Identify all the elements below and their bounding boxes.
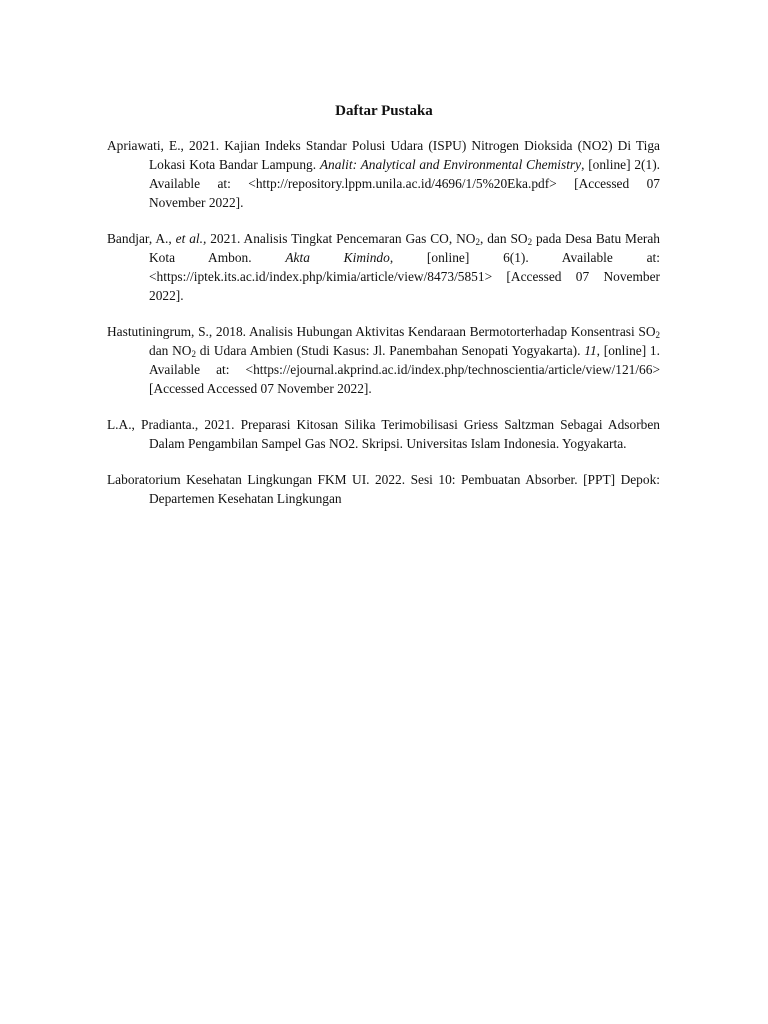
reference-title-part: pada Desa Batu Merah Kota Ambon. xyxy=(149,231,660,265)
reference-details: , [online] 2(1). Available at: <http://repository.lppm.unila.ac.id/4696/1/5%20Eka.pdf> [Accessed 07 November 2022]. xyxy=(149,157,661,210)
reference-title-part: di Udara Ambien (Studi Kasus: Jl. Panembahan Senopati Yogyakarta). xyxy=(195,343,581,358)
reference-item-apriawati xyxy=(107,136,660,212)
reference-journal: Analit: Analytical and Environmental Chemistry xyxy=(319,157,582,172)
reference-list xyxy=(107,136,660,525)
reference-volume: 11 xyxy=(584,343,597,358)
reference-et-al: et al., xyxy=(175,231,207,246)
reference-title-part: 2021. Analisis Tingkat Pencemaran Gas CO, NO xyxy=(206,231,476,246)
reference-text: Laboratorium Kesehatan Lingkungan FKM UI. 2022. Sesi 10: Pembuatan Absorber. [PPT] Depok: Departemen Kesehatan Lingkungan xyxy=(107,472,660,506)
reference-item-laboratorium xyxy=(107,470,660,508)
reference-journal: Akta Kimindo xyxy=(285,250,390,265)
page-title: Daftar Pustaka xyxy=(335,103,433,119)
subscript: 2 xyxy=(191,349,196,359)
reference-authors-title: Apriawati, E., 2021. Kajian Indeks Standar Polusi Udara (ISPU) Nitrogen Dioksida (NO2) Di Tiga Lokasi Kota Bandar Lampung. xyxy=(107,138,660,172)
reference-details: , [online] 6(1). Available at: <https://iptek.its.ac.id/index.php/kimia/article/view/8473/5851> [Accessed 07 November 2022]. xyxy=(149,250,660,303)
reference-author-lead: Bandjar, A., xyxy=(107,231,176,246)
reference-title-part: Hastutiningrum, S., 2018. Analisis Hubungan Aktivitas Kendaraan Bermotorterhadap Konsentrasi SO xyxy=(107,324,656,339)
subscript: 2 xyxy=(655,330,660,340)
reference-title-part: dan NO xyxy=(149,343,192,358)
reference-text: L.A., Pradianta., 2021. Preparasi Kitosan Silika Terimobilisasi Griess Saltzman Sebagai Adsorben Dalam Pengambilan Sampel Gas NO2. Skripsi. Universitas Islam Indonesia. Yogyakarta. xyxy=(107,417,660,451)
reference-details: , [online] 1. Available at: <https://ejournal.akprind.ac.id/index.php/technoscientia/article/view/121/66> [Accessed Accessed 07 November 2022]. xyxy=(149,343,660,396)
reference-item-bandjar xyxy=(107,229,660,305)
subscript: 2 xyxy=(475,237,480,247)
subscript: 2 xyxy=(527,237,533,247)
reference-item-hastutiningrum xyxy=(107,322,660,398)
reference-title-part: , dan SO xyxy=(479,231,528,246)
reference-item-pradianta xyxy=(107,415,660,453)
